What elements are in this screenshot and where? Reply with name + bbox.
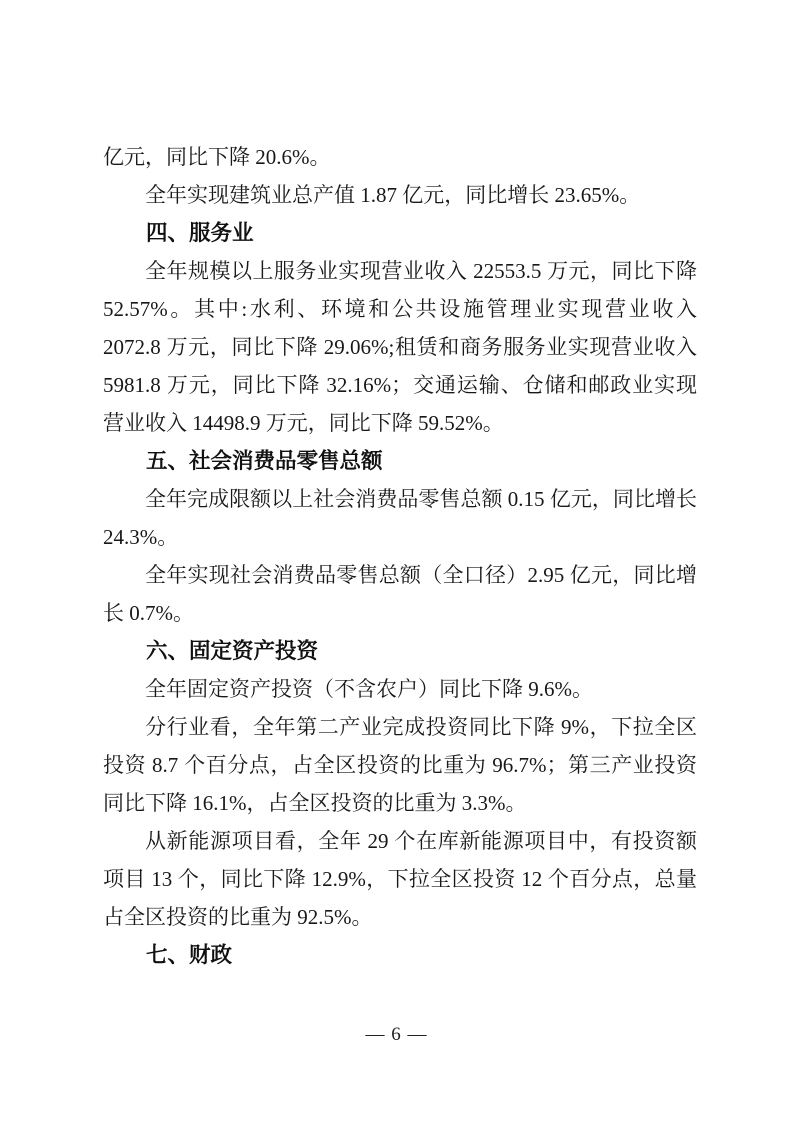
section-heading: 七、财政 — [146, 943, 233, 967]
section-heading: 四、服务业 — [146, 221, 254, 245]
section-heading: 五、社会消费品零售总额 — [146, 449, 383, 473]
page-footer — [0, 1024, 793, 1046]
body-paragraph: 从新能源项目看，全年 29 个在库新能源项目中，有投资额项目 13 个，同比下降 12.9%，下拉全区投资 12 个百分点，总量占全区投资的比重为 92.5%。 — [103, 829, 697, 929]
body-paragraph: 全年规模以上服务业实现营业收入 22553.5 万元，同比下降 52.57%。其中:水利、环境和公共设施管理业实现营业收入 2072.8 万元，同比下降 29.06%;租赁和商务服务业实现营业收入 5981.8 万元，同比下降 32.16%；交通运输、仓储和邮政业实现营业收入 14498.9 万元，同比下降 59.52%。 — [103, 259, 697, 435]
body-paragraph: 全年固定资产投资（不含农户）同比下降 9.6%。 — [145, 677, 593, 701]
page-number: — 6 — — [365, 1024, 428, 1045]
body-paragraph: 全年实现建筑业总产值 1.87 亿元，同比增长 23.65%。 — [145, 183, 641, 207]
body-paragraph: 亿元，同比下降 20.6%。 — [103, 145, 331, 169]
body-paragraph: 全年完成限额以上社会消费品零售总额 0.15 亿元，同比增长 24.3%。 — [103, 487, 697, 549]
body-paragraph: 全年实现社会消费品零售总额（全口径）2.95 亿元，同比增长 0.7%。 — [103, 563, 697, 625]
section-heading: 六、固定资产投资 — [146, 639, 319, 663]
body-paragraph: 分行业看，全年第二产业完成投资同比下降 9%，下拉全区投资 8.7 个百分点，占全区投资的比重为 96.7%；第三产业投资同比下降 16.1%，占全区投资的比重为 3.3%。 — [103, 715, 697, 815]
document-body — [103, 138, 697, 974]
